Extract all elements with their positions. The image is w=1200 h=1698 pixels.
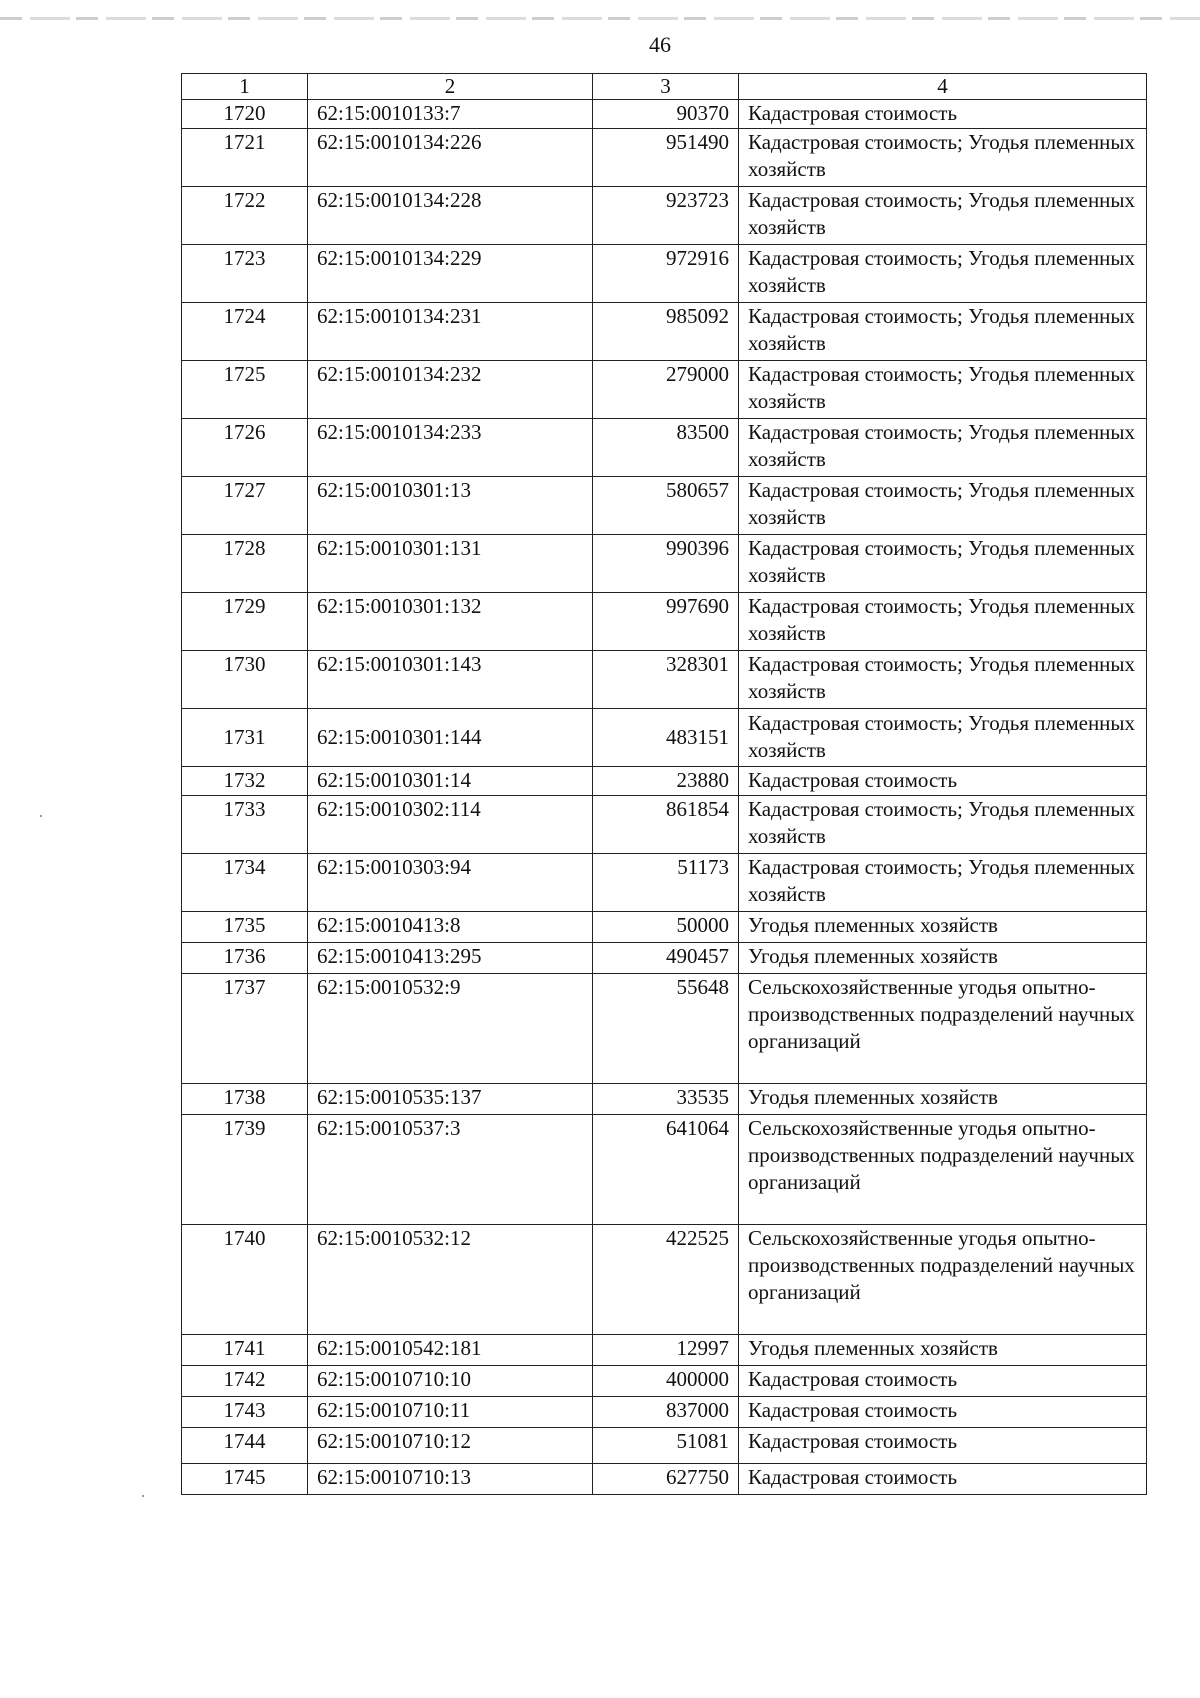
table-row	[182, 796, 1147, 854]
scan-top-edge	[0, 17, 1200, 20]
land-category: Кадастровая стоимость; Угодья племенных хозяйств	[739, 854, 1147, 912]
column-header-1: 1	[182, 74, 308, 100]
cadastral-value: 997690	[593, 593, 739, 651]
land-category: Кадастровая стоимость	[739, 1428, 1147, 1464]
row-number: 1732	[182, 767, 308, 796]
table-row	[182, 535, 1147, 593]
table-row	[182, 129, 1147, 187]
cadastral-number: 62:15:0010532:9	[308, 974, 593, 1084]
cadastral-value: 627750	[593, 1464, 739, 1495]
table-row	[182, 187, 1147, 245]
cadastral-number: 62:15:0010710:12	[308, 1428, 593, 1464]
land-category: Кадастровая стоимость	[739, 100, 1147, 129]
registry-table	[181, 73, 1147, 1495]
row-number: 1726	[182, 419, 308, 477]
table-row	[182, 943, 1147, 974]
land-category: Кадастровая стоимость; Угодья племенных хозяйств	[739, 477, 1147, 535]
table-row	[182, 1084, 1147, 1115]
cadastral-value: 483151	[593, 709, 739, 767]
table-row	[182, 974, 1147, 1084]
table-row	[182, 651, 1147, 709]
table-header-row	[182, 74, 1147, 100]
row-number: 1733	[182, 796, 308, 854]
row-number: 1729	[182, 593, 308, 651]
cadastral-number: 62:15:0010301:132	[308, 593, 593, 651]
row-number: 1720	[182, 100, 308, 129]
cadastral-number: 62:15:0010532:12	[308, 1225, 593, 1335]
cadastral-number: 62:15:0010134:231	[308, 303, 593, 361]
cadastral-value: 12997	[593, 1335, 739, 1366]
land-category: Кадастровая стоимость; Угодья племенных хозяйств	[739, 245, 1147, 303]
cadastral-value: 490457	[593, 943, 739, 974]
column-header-2: 2	[308, 74, 593, 100]
cadastral-value: 641064	[593, 1115, 739, 1225]
cadastral-value: 55648	[593, 974, 739, 1084]
cadastral-value: 837000	[593, 1397, 739, 1428]
cadastral-value: 33535	[593, 1084, 739, 1115]
row-number: 1736	[182, 943, 308, 974]
cadastral-value: 279000	[593, 361, 739, 419]
cadastral-number: 62:15:0010535:137	[308, 1084, 593, 1115]
cadastral-number: 62:15:0010134:229	[308, 245, 593, 303]
row-number: 1725	[182, 361, 308, 419]
cadastral-value: 50000	[593, 912, 739, 943]
cadastral-value: 23880	[593, 767, 739, 796]
cadastral-value: 328301	[593, 651, 739, 709]
land-category: Кадастровая стоимость; Угодья племенных хозяйств	[739, 535, 1147, 593]
land-category: Сельскохозяйственные угодья опытно-производственных подразделений научных организаций	[739, 1225, 1147, 1335]
land-category: Сельскохозяйственные угодья опытно-производственных подразделений научных организаций	[739, 1115, 1147, 1225]
table-row	[182, 1335, 1147, 1366]
cadastral-value: 51173	[593, 854, 739, 912]
land-category: Кадастровая стоимость; Угодья племенных хозяйств	[739, 187, 1147, 245]
row-number: 1731	[182, 709, 308, 767]
cadastral-number: 62:15:0010301:14	[308, 767, 593, 796]
land-category: Кадастровая стоимость	[739, 1464, 1147, 1495]
cadastral-number: 62:15:0010302:114	[308, 796, 593, 854]
row-number: 1735	[182, 912, 308, 943]
row-number: 1723	[182, 245, 308, 303]
cadastral-value: 985092	[593, 303, 739, 361]
table-row	[182, 1225, 1147, 1335]
cadastral-value: 83500	[593, 419, 739, 477]
cadastral-number: 62:15:0010537:3	[308, 1115, 593, 1225]
table-row	[182, 1464, 1147, 1495]
row-number: 1740	[182, 1225, 308, 1335]
cadastral-number: 62:15:0010413:8	[308, 912, 593, 943]
cadastral-value: 90370	[593, 100, 739, 129]
land-category: Кадастровая стоимость; Угодья племенных хозяйств	[739, 796, 1147, 854]
cadastral-value: 923723	[593, 187, 739, 245]
table-row	[182, 245, 1147, 303]
land-category: Кадастровая стоимость; Угодья племенных хозяйств	[739, 361, 1147, 419]
row-number: 1744	[182, 1428, 308, 1464]
row-number: 1738	[182, 1084, 308, 1115]
row-number: 1734	[182, 854, 308, 912]
land-category: Сельскохозяйственные угодья опытно-производственных подразделений научных организаций	[739, 974, 1147, 1084]
cadastral-number: 62:15:0010134:226	[308, 129, 593, 187]
row-number: 1745	[182, 1464, 308, 1495]
table-row	[182, 100, 1147, 129]
table-row	[182, 419, 1147, 477]
table-row	[182, 477, 1147, 535]
cadastral-number: 62:15:0010710:10	[308, 1366, 593, 1397]
table-row	[182, 1366, 1147, 1397]
cadastral-number: 62:15:0010134:232	[308, 361, 593, 419]
land-category: Кадастровая стоимость; Угодья племенных хозяйств	[739, 709, 1147, 767]
land-category: Кадастровая стоимость; Угодья племенных хозяйств	[739, 419, 1147, 477]
land-category: Кадастровая стоимость	[739, 1397, 1147, 1428]
scan-speck	[40, 815, 42, 817]
table-row	[182, 361, 1147, 419]
cadastral-value: 972916	[593, 245, 739, 303]
cadastral-number: 62:15:0010134:233	[308, 419, 593, 477]
land-category: Кадастровая стоимость; Угодья племенных хозяйств	[739, 129, 1147, 187]
cadastral-number: 62:15:0010303:94	[308, 854, 593, 912]
row-number: 1737	[182, 974, 308, 1084]
table-row	[182, 593, 1147, 651]
land-category: Кадастровая стоимость; Угодья племенных хозяйств	[739, 593, 1147, 651]
cadastral-number: 62:15:0010133:7	[308, 100, 593, 129]
cadastral-number: 62:15:0010710:13	[308, 1464, 593, 1495]
row-number: 1724	[182, 303, 308, 361]
land-category: Кадастровая стоимость; Угодья племенных хозяйств	[739, 651, 1147, 709]
table-row	[182, 912, 1147, 943]
page-number: 46	[649, 32, 671, 57]
table-row	[182, 303, 1147, 361]
cadastral-number: 62:15:0010301:143	[308, 651, 593, 709]
scan-speck	[142, 1495, 144, 1497]
row-number: 1722	[182, 187, 308, 245]
land-category: Кадастровая стоимость	[739, 1366, 1147, 1397]
cadastral-number: 62:15:0010710:11	[308, 1397, 593, 1428]
cadastral-number: 62:15:0010301:144	[308, 709, 593, 767]
cadastral-number: 62:15:0010542:181	[308, 1335, 593, 1366]
land-category: Кадастровая стоимость	[739, 767, 1147, 796]
cadastral-value: 400000	[593, 1366, 739, 1397]
row-number: 1743	[182, 1397, 308, 1428]
cadastral-number: 62:15:0010301:13	[308, 477, 593, 535]
table-row	[182, 1428, 1147, 1464]
cadastral-number: 62:15:0010301:131	[308, 535, 593, 593]
row-number: 1741	[182, 1335, 308, 1366]
cadastral-number: 62:15:0010134:228	[308, 187, 593, 245]
column-header-3: 3	[593, 74, 739, 100]
row-number: 1727	[182, 477, 308, 535]
land-category: Угодья племенных хозяйств	[739, 1335, 1147, 1366]
table-row	[182, 767, 1147, 796]
cadastral-value: 422525	[593, 1225, 739, 1335]
land-category: Угодья племенных хозяйств	[739, 1084, 1147, 1115]
land-category: Кадастровая стоимость; Угодья племенных хозяйств	[739, 303, 1147, 361]
cadastral-value: 51081	[593, 1428, 739, 1464]
table-row	[182, 1115, 1147, 1225]
cadastral-value: 861854	[593, 796, 739, 854]
row-number: 1742	[182, 1366, 308, 1397]
table-row	[182, 1397, 1147, 1428]
table-row	[182, 709, 1147, 767]
land-category: Угодья племенных хозяйств	[739, 912, 1147, 943]
cadastral-value: 580657	[593, 477, 739, 535]
row-number: 1730	[182, 651, 308, 709]
row-number: 1728	[182, 535, 308, 593]
land-category: Угодья племенных хозяйств	[739, 943, 1147, 974]
cadastral-value: 990396	[593, 535, 739, 593]
row-number: 1721	[182, 129, 308, 187]
cadastral-number: 62:15:0010413:295	[308, 943, 593, 974]
row-number: 1739	[182, 1115, 308, 1225]
column-header-4: 4	[739, 74, 1147, 100]
cadastral-value: 951490	[593, 129, 739, 187]
table-row	[182, 854, 1147, 912]
